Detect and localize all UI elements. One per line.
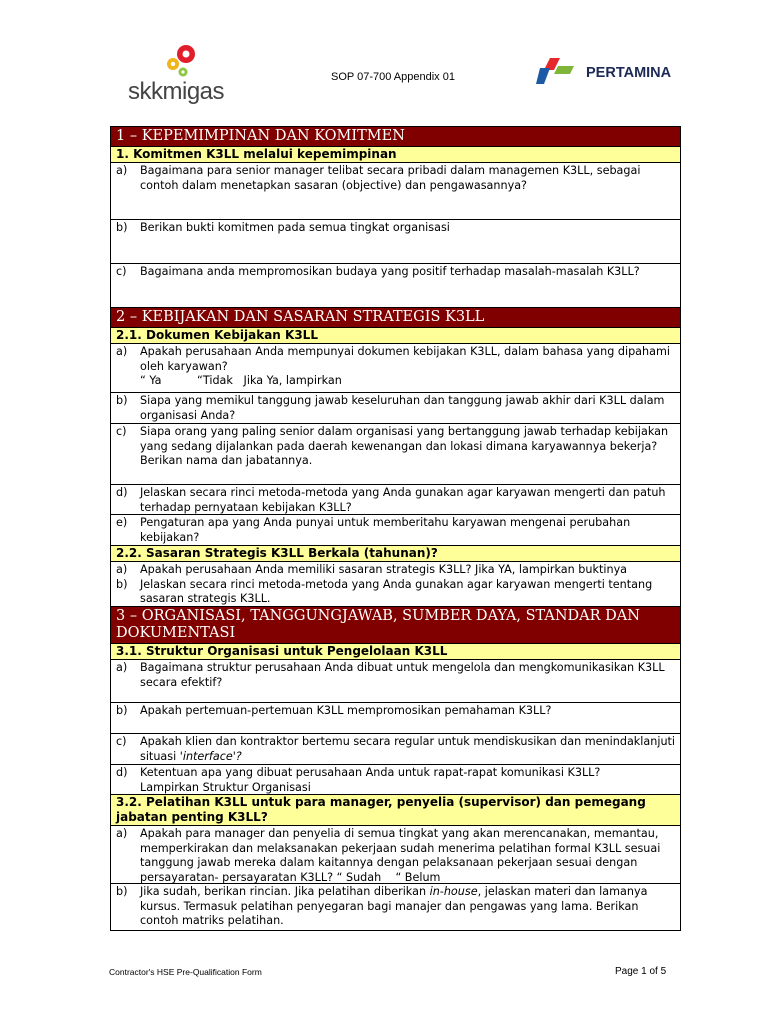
question-3-2b[interactable] xyxy=(111,884,680,930)
pertamina-mark-icon xyxy=(536,56,580,88)
question-2-1e[interactable] xyxy=(111,515,680,546)
question-label: b) xyxy=(116,221,128,234)
question-label: a) xyxy=(116,563,128,576)
pertamina-wordmark: PERTAMINA xyxy=(586,65,672,81)
question-text: Bagaimana para senior manager telibat secara pribadi dalam managemen K3LL, sebagai contoh dalam menetapkan sasaran (objective) dan pengawasannya? xyxy=(140,164,641,192)
question-2-1b[interactable] xyxy=(111,393,680,424)
question-text: Berikan bukti komitmen pada semua tingkat organisasi xyxy=(140,221,450,234)
subsection-2-2-header: 2.2. Sasaran Strategis K3LL Berkala (tahunan)? xyxy=(111,546,680,562)
question-label: a) xyxy=(116,164,128,177)
question-label: c) xyxy=(116,265,127,278)
subsection-3-2-text: 3.2. Pelatihan K3LL untuk para manager, penyelia xyxy=(116,795,459,809)
footer-form-title: Contractor's HSE Pre-Qualification Form xyxy=(109,967,262,977)
question-3-1a[interactable] xyxy=(111,660,680,703)
question-text: Apakah pertemuan-pertemuan K3LL mempromosikan pemahaman K3LL? xyxy=(140,704,552,717)
question-3-2a[interactable] xyxy=(111,826,680,884)
question-label: b) xyxy=(116,704,128,717)
question-text: Jika sudah, berikan rincian. Jika pelatihan diberikan xyxy=(140,885,430,898)
subsection-2-1-header: 2.1. Dokumen Kebijakan K3LL xyxy=(111,328,680,344)
question-label: a) xyxy=(116,345,128,358)
question-2-1d[interactable] xyxy=(111,485,680,515)
question-text: Bagaimana anda mempromosikan budaya yang positif terhadap masalah-masalah K3LL? xyxy=(140,265,640,278)
question-3-1c[interactable] xyxy=(111,734,680,765)
section-2-header: 2 – KEBIJAKAN DAN SASARAN STRATEGIS K3LL xyxy=(111,308,680,328)
question-note: Lampirkan Struktur Organisasi xyxy=(140,780,311,794)
question-label: c) xyxy=(116,425,127,438)
question-3-1d[interactable] xyxy=(111,765,680,795)
question-text: Apakah perusahaan Anda memiliki sasaran strategis K3LL? Jika YA, lampirkan buktinya xyxy=(140,563,628,576)
question-2-1c[interactable] xyxy=(111,424,680,485)
question-text: Siapa yang memikul tanggung jawab keseluruhan dan tanggung jawab akhir dari K3LL dalam organisasi Anda? xyxy=(140,394,665,422)
question-label: b) xyxy=(116,394,128,407)
question-1c[interactable] xyxy=(111,264,680,308)
question-label: b) xyxy=(116,885,128,898)
pertamina-logo xyxy=(536,56,686,88)
skkmigas-logo xyxy=(128,42,238,104)
question-2-2[interactable] xyxy=(111,562,680,607)
question-2-2b[interactable] xyxy=(116,577,676,607)
question-1b[interactable] xyxy=(111,220,680,264)
question-3-1b[interactable] xyxy=(111,703,680,734)
footer-page-number: Page 1 of 5 xyxy=(615,966,667,977)
question-text: Apakah klien dan kontraktor bertemu secara regular untuk mendiskusikan dan menindaklanjuti situasi xyxy=(140,735,676,763)
subsection-3-2-text-end: dan pemegang jabatan penting K3LL? xyxy=(116,795,646,824)
question-text: Jelaskan secara rinci metoda-metoda yang Anda gunakan agar karyawan mengerti tentang sasaran strategis K3LL. xyxy=(140,577,653,606)
subsection-1-header: 1. Komitmen K3LL melalui kepemimpinan xyxy=(111,147,680,163)
question-text-italic: in-house xyxy=(429,885,478,898)
hse-questionnaire-table xyxy=(110,126,681,931)
question-text: Jelaskan secara rinci metoda-metoda yang Anda gunakan agar karyawan mengerti dan patuh terhadap pernyataan kebijakan K3LL? xyxy=(140,486,666,514)
section-1-header: 1 – KEPEMIMPINAN DAN KOMITMEN xyxy=(111,127,680,147)
answer-options[interactable]: “ Ya “Tidak Jika Ya, lampirkan xyxy=(140,374,342,388)
subsection-3-2-italic: (supervisor) xyxy=(458,795,542,809)
skkmigas-mark-icon xyxy=(162,42,202,82)
question-text-end: , jelaskan materi dan lamanya kursus. Termasuk pelatihan penyegaran bagi manajer dan pengawas yang lama. Berikan contoh matriks pelatihan. xyxy=(140,885,648,928)
question-label: a) xyxy=(116,827,128,840)
section-3-header: 3 – ORGANISASI, TANGGUNGJAWAB, SUMBER DAYA, STANDAR DAN DOKUMENTASI xyxy=(111,607,680,644)
question-label: b) xyxy=(116,577,128,591)
question-text: Bagaimana struktur perusahaan Anda dibuat untuk mengelola dan mengkomunikasikan K3LL secara efektif? xyxy=(140,661,665,689)
skkmigas-wordmark: skkmigas xyxy=(128,78,225,105)
question-label: d) xyxy=(116,486,128,499)
question-2-2a[interactable] xyxy=(116,563,676,578)
question-text: Apakah para manager dan penyelia di semua tingkat yang akan merencanakan, memantau, memperkirakan dan melaksanakan pekerjaan sudah menerima pelatihan formal K3LL sesuai tanggung jawab mereka dalam kaitannya dengan pelaksanaan pekerjaan sesuai dengan persayaratan- persayaratan K3LL? “ Sudah “ Belum xyxy=(140,827,664,884)
question-text: Siapa orang yang paling senior dalam organisasi yang bertanggung jawab terhadap kebijakan yang sedang dijalankan pada daerah kewenangan dan lokasi dimana karyawannya bekerja? xyxy=(140,425,669,453)
question-text-italic: 'interface'? xyxy=(179,749,242,763)
document-code: SOP 07-700 Appendix 01 xyxy=(331,71,455,83)
subsection-3-2-header xyxy=(111,795,680,826)
question-label: a) xyxy=(116,661,128,674)
question-1a[interactable] xyxy=(111,163,680,220)
question-label: c) xyxy=(116,735,127,748)
question-label: d) xyxy=(116,766,128,779)
question-text: Apakah perusahaan Anda mempunyai dokumen kebijakan K3LL, dalam bahasa yang dipahami oleh karyawan? xyxy=(140,345,670,373)
question-text: Ketentuan apa yang dibuat perusahaan Anda untuk rapat-rapat komunikasi K3LL? xyxy=(140,766,601,779)
question-label: e) xyxy=(116,516,128,529)
question-text: Pengaturan apa yang Anda punyai untuk memberitahu karyawan mengenai perubahan kebijakan? xyxy=(140,516,631,544)
question-note: Berikan nama dan jabatannya. xyxy=(140,454,313,468)
question-2-1a[interactable] xyxy=(111,344,680,393)
subsection-3-1-header: 3.1. Struktur Organisasi untuk Pengelolaan K3LL xyxy=(111,644,680,660)
